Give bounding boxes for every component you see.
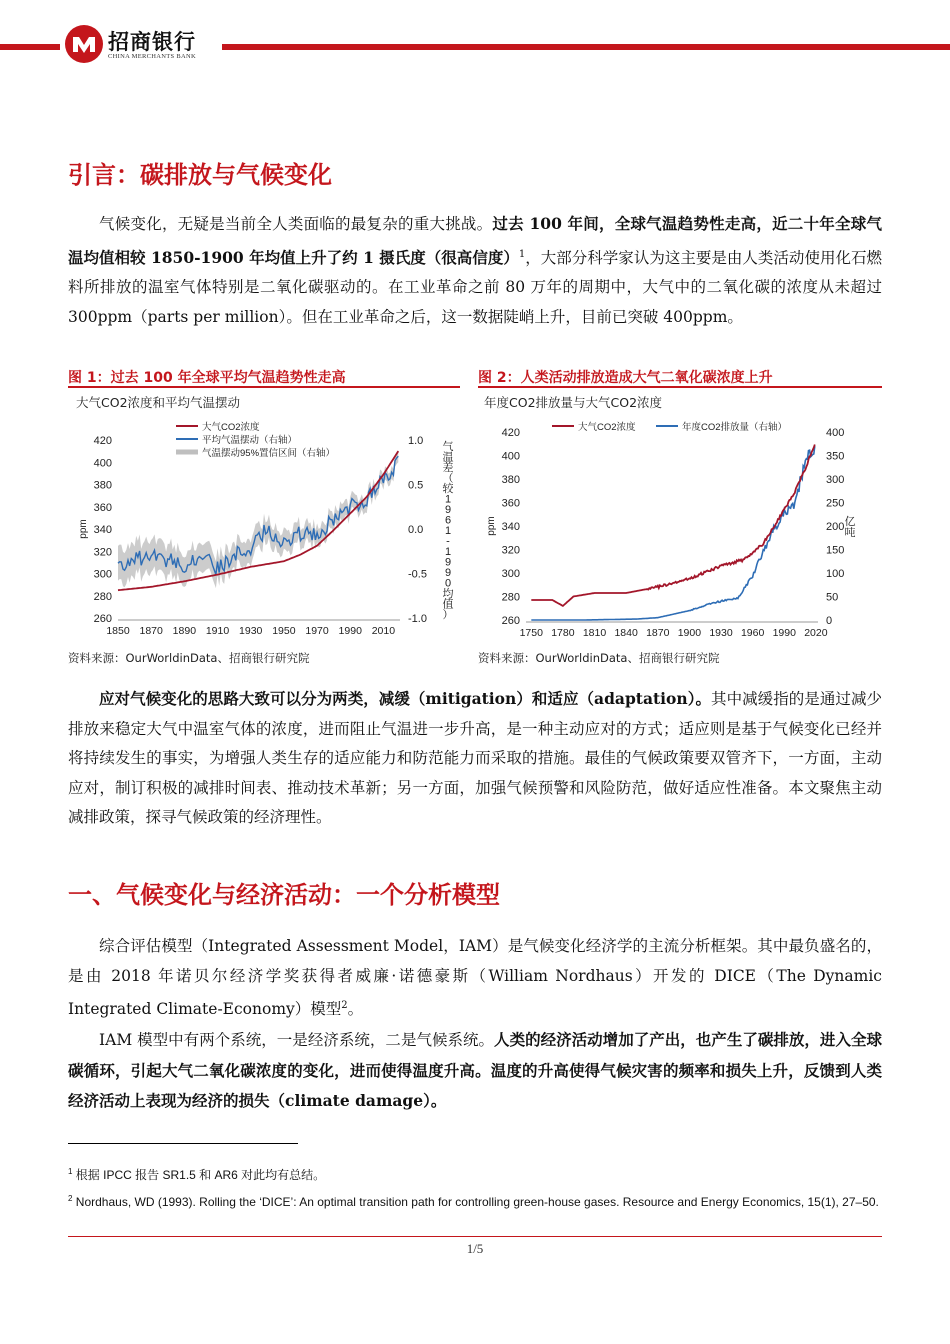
series-emissions-line [531,446,815,620]
y2-axis-label: 气温差（较 1 9 6 1 -1 9 9 0 均值） [442,440,454,621]
bank-name-cn: 招商银行 [108,30,196,54]
x-tick-label: 1840 [614,627,638,639]
x-tick-label: 1780 [551,627,575,639]
x-tick-label: 1870 [646,627,670,639]
y-tick-label: 280 [501,591,520,604]
section1-paragraph-1 [68,932,882,1025]
page-footer-rule [68,1236,882,1237]
y2-tick-label: 150 [826,544,845,557]
x-tick-label: 1850 [106,625,130,637]
legend-label: 平均气温摆动（右轴） [202,435,298,446]
x-tick-label: 1960 [740,627,765,639]
x-tick-label: 1970 [305,625,329,637]
figure1-chart [68,410,460,646]
footnote-ref-2[interactable]: 2 [341,1000,348,1011]
y2-tick-label: 1.0 [408,435,424,447]
y-tick-label: 420 [93,435,112,447]
y2-tick-label: -1.0 [408,613,427,625]
x-tick-label: 1900 [677,627,702,639]
page-number: 1/5 [466,1241,484,1256]
y-tick-label: 280 [93,590,112,603]
y2-tick-label: -0.5 [408,568,427,581]
x-tick-label: 1950 [272,625,296,637]
section1-heading: 一、气候变化与经济活动：一个分析模型 [68,881,500,909]
y-tick-label: 400 [93,457,112,470]
x-tick-label: 1750 [519,627,543,639]
y-tick-label: 260 [501,615,520,627]
footnote-2-number: 2 [68,1194,73,1203]
intro-heading: 引言：碳排放与气候变化 [68,161,332,189]
figure2-chart [478,410,882,646]
bank-logo-icon [64,24,104,64]
y-tick-label: 380 [93,479,112,492]
y-axis-label: ppm [486,516,497,536]
x-tick-label: 1990 [338,625,362,637]
x-tick-label: 1990 [772,627,796,639]
y-axis-label: ppm [78,519,89,539]
section1-p1-end: 。 [347,1000,364,1019]
y2-tick-label: 200 [826,521,845,533]
y2-tick-label: 50 [826,591,839,604]
footnote-2 [68,1190,882,1211]
footnote-separator [68,1143,298,1144]
y2-tick-label: 300 [826,474,845,486]
strategy-text: 其中减缓指的是通过减少排放来稳定大气中温室气体的浓度，进而阻止气温进一步升高，是一种主动应对的方式；适应则是基于气候变化已经并将持续发生的事实，为增强人类生存的适应能力和防范能力而采取的措施。最佳的气候政策要双管齐下，一方面，主动应对，制订积极的减排时间表、推动技术革新；另一方面，加强气候预警和风险防范，做好适应性准备。本文聚焦主动减排政策，探寻气候政策的经济理性。 [68,690,882,826]
footnote-1-text: 根据 IPCC 报告 SR1.5 和 AR6 对此均有总结。 [75,1168,326,1182]
section1-paragraph-2 [68,1025,882,1117]
figure1-subtitle: 大气CO2浓度和平均气温摆动 [76,395,241,410]
series-co2-line [531,445,815,606]
x-tick-label: 1810 [582,627,607,639]
x-tick-label: 1930 [709,627,733,639]
bank-name-en: CHINA MERCHANTS BANK [108,53,196,60]
x-tick-label: 1930 [239,625,263,637]
x-tick-label: 1910 [205,625,230,637]
section1-p1-text: 综合评估模型（Integrated Assessment Model，IAM）是气候变化经济学的主流分析框架。其中最负盛名的，是由 2018 年诺贝尔经济学奖获得者威廉·诺德豪斯（William Nordhaus）开发的 DICE（The Dynamic Integrated Climate-Economy）模型 [68,937,882,1019]
section1-p2-text: IAM 模型中有两个系统，一是经济系统，二是气候系统。 [99,1031,495,1049]
y2-tick-label: 0.0 [408,524,424,536]
strategy-text-bold: 应对气候变化的思路大致可以分为两类，减缓（mitigation）和适应（adaptation）。 [99,689,712,708]
y-tick-label: 260 [93,613,112,625]
y2-axis-label: 亿吨 [844,516,856,539]
legend-label: 大气CO2浓度 [202,422,260,433]
y-tick-label: 340 [93,524,112,536]
y-tick-label: 300 [93,568,112,581]
y-tick-label: 360 [501,497,520,510]
legend-label: 气温摆动95%置信区间（右轴） [202,448,336,459]
intro-text-bold: 过去 100 年间，全球气温趋势性走高，近二十年全球气温均值相较 1850-1900 年均值上升了约 1 摄氏度（很高信度） [68,214,882,267]
figure2-title: 图 2：人类活动排放造成大气二氧化碳浓度上升 [478,370,773,386]
y-tick-label: 300 [501,568,520,580]
header-rule-left [0,44,60,50]
x-tick-label: 1870 [139,625,163,637]
header-rule-right [222,44,950,50]
intro-paragraph [68,209,882,332]
x-tick-label: 1890 [172,625,197,637]
x-tick-label: 2010 [371,625,396,637]
figure2-rule [478,386,882,388]
figure2-source: 资料来源：OurWorldinData、招商银行研究院 [478,651,720,665]
y-tick-label: 340 [501,521,520,533]
section1-p2-bold: 人类的经济活动增加了产出，也产生了碳排放，进入全球碳循环，引起大气二氧化碳浓度的变化，进而使得温度升高。温度的升高使得气候灾害的频率和损失上升，反馈到人类经济活动上表现为经济的损失（climate damage）。 [68,1030,882,1110]
y2-tick-label: 250 [826,497,845,510]
intro-text-a: 气候变化，无疑是当前全人类面临的最复杂的重大挑战。 [99,215,493,233]
figure1-source: 资料来源：OurWorldinData、招商银行研究院 [68,651,310,665]
y2-tick-label: 400 [826,427,845,439]
intro-text-c: ，大部分科学家认为这主要是由人类活动使用化石燃料所排放的温室气体特别是二氧化碳驱动的。在工业革命之前 80 万年的周期中，大气中的二氧化碳的浓度从未超过 300ppm（parts per million）。但在工业革命之后，这一数据陡峭上升，目前已突破 400ppm。 [68,248,882,326]
footnote-2-text: Nordhaus, WD (1993). Rolling the ‘DICE’: An optimal transition path for controlling green-house gases. Resource and Energy Economics, 15(1), 27–50. [75,1195,879,1209]
legend-label: 年度CO2排放量（右轴） [682,422,788,433]
y2-tick-label: 350 [826,450,845,463]
strategy-paragraph [68,684,882,833]
y-tick-label: 380 [501,474,520,486]
legend-label: 大气CO2浓度 [578,422,636,433]
series-confidence-band [118,450,398,588]
footnote-ref-1[interactable]: 1 [518,248,526,260]
figure1-rule [68,386,460,388]
y-tick-label: 360 [93,501,112,514]
y2-tick-label: 100 [826,568,845,580]
y-tick-label: 320 [501,544,520,557]
y2-tick-label: 0.5 [408,479,424,492]
y-tick-label: 400 [501,450,520,463]
footnote-1-number: 1 [68,1167,73,1176]
y2-tick-label: 0 [826,615,833,627]
y-tick-label: 420 [501,427,520,439]
figure2-subtitle: 年度CO2排放量与大气CO2浓度 [484,395,663,410]
footnote-1 [68,1163,882,1184]
x-tick-label: 2020 [804,627,828,639]
y-tick-label: 320 [93,546,112,559]
figure1-title: 图 1：过去 100 年全球平均气温趋势性走高 [68,370,346,386]
